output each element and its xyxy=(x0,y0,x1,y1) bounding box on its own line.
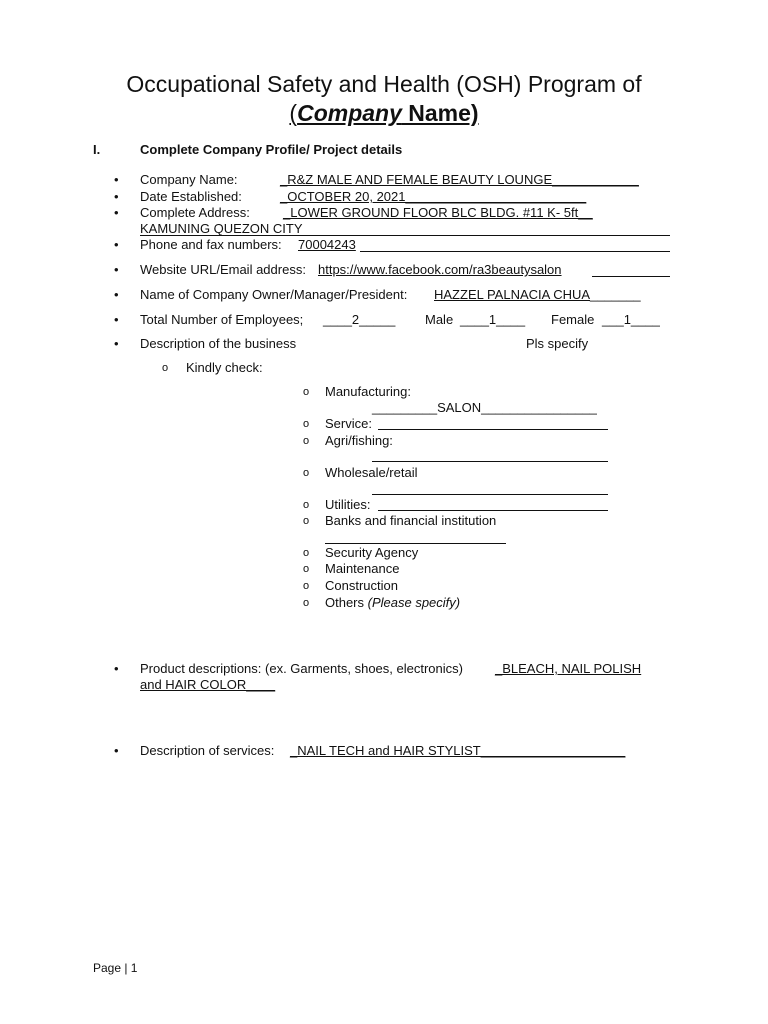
employees-label: Total Number of Employees; xyxy=(140,312,304,327)
service-underline xyxy=(378,429,608,430)
section-numeral: I. xyxy=(93,142,101,157)
sub-bullet: o xyxy=(303,418,310,430)
bullet: • xyxy=(114,189,119,204)
bullet: • xyxy=(114,743,119,758)
address-value: _LOWER GROUND FLOOR BLC BLDG. #11 K- 5ft__ xyxy=(283,205,593,220)
website-value: https://www.facebook.com/ra3beautysalon xyxy=(318,262,562,277)
bullet: • xyxy=(114,237,119,252)
sub-bullet: o xyxy=(303,386,310,398)
bullet: • xyxy=(114,205,119,220)
others-note: (Please specify) xyxy=(367,595,461,610)
pls-specify: Pls specify xyxy=(526,336,589,351)
services-label: Description of services: xyxy=(140,743,275,758)
company-name-label: Company Name: xyxy=(140,172,238,187)
type-maintenance: Maintenance xyxy=(325,561,400,576)
website-label: Website URL/Email address: xyxy=(140,262,306,277)
wholesale-underline xyxy=(372,494,608,495)
address-line2: KAMUNING QUEZON CITY xyxy=(140,221,303,236)
others-label: Others xyxy=(325,595,368,610)
title-name: Name) xyxy=(401,100,479,126)
owner-label: Name of Company Owner/Manager/President: xyxy=(140,287,408,302)
title-open-paren: ( xyxy=(289,100,298,126)
website-underline xyxy=(592,276,670,277)
bullet: • xyxy=(114,336,119,351)
address-underline xyxy=(140,235,670,236)
bullet: • xyxy=(114,262,119,277)
product-label: Product descriptions: (ex. Garments, shoes, electronics) xyxy=(140,661,463,676)
date-established-label: Date Established: xyxy=(140,189,242,204)
owner-value-wrap xyxy=(434,287,641,302)
type-others xyxy=(325,595,460,610)
type-banks: Banks and financial institution xyxy=(325,513,497,528)
type-security: Security Agency xyxy=(325,545,419,560)
type-manufacturing: Manufacturing: xyxy=(325,384,411,399)
type-agri: Agri/fishing: xyxy=(325,433,393,448)
sub-bullet: o xyxy=(303,467,310,479)
title-company: Company xyxy=(297,100,402,126)
product-value: _BLEACH, NAIL POLISH xyxy=(495,661,642,676)
utilities-underline xyxy=(378,510,608,511)
bullet: • xyxy=(114,661,119,676)
sub-bullet: o xyxy=(303,597,310,609)
banks-underline xyxy=(325,543,506,544)
kindly-check: Kindly check: xyxy=(186,360,263,375)
sub-bullet: o xyxy=(303,499,310,511)
document-title-line1: Occupational Safety and Health (OSH) Program of xyxy=(126,71,642,97)
sub-bullet: o xyxy=(303,563,310,575)
male-value: ____1____ xyxy=(460,312,526,327)
address-label: Complete Address: xyxy=(140,205,250,220)
sub-bullet: o xyxy=(303,547,310,559)
business-description-label: Description of the business xyxy=(140,336,297,351)
type-construction: Construction xyxy=(325,578,398,593)
company-name-value: _R&Z MALE AND FEMALE BEAUTY LOUNGE____________ xyxy=(280,172,639,187)
type-service: Service: xyxy=(325,416,372,431)
type-wholesale: Wholesale/retail xyxy=(325,465,418,480)
phone-label: Phone and fax numbers: xyxy=(140,237,282,252)
agri-underline xyxy=(372,461,608,462)
sub-bullet: o xyxy=(162,362,169,374)
female-label: Female xyxy=(551,312,595,327)
sub-bullet: o xyxy=(303,515,310,527)
bullet: • xyxy=(114,287,119,302)
male-label: Male xyxy=(425,312,454,327)
services-value: _NAIL TECH and HAIR STYLIST____________________ xyxy=(290,743,626,758)
employees-value: ____2_____ xyxy=(323,312,396,327)
phone-value: 70004243 xyxy=(298,237,356,252)
date-established-value: _OCTOBER 20, 2021_________________________ xyxy=(280,189,587,204)
sub-bullet: o xyxy=(303,580,310,592)
manufacturing-value: _________SALON________________ xyxy=(372,400,597,415)
product-value-line2: and HAIR COLOR____ xyxy=(140,677,276,692)
page-number: Page | 1 xyxy=(93,961,138,975)
phone-underline xyxy=(360,251,670,252)
owner-trail: _______ xyxy=(590,287,641,302)
bullet: • xyxy=(114,172,119,187)
type-utilities: Utilities: xyxy=(325,497,371,512)
document-title-line2 xyxy=(0,99,768,127)
owner-value: HAZZEL PALNACIA CHUA xyxy=(434,287,591,302)
section-heading: Complete Company Profile/ Project details xyxy=(140,142,403,157)
bullet: • xyxy=(114,312,119,327)
sub-bullet: o xyxy=(303,435,310,447)
female-value: ___1____ xyxy=(602,312,660,327)
